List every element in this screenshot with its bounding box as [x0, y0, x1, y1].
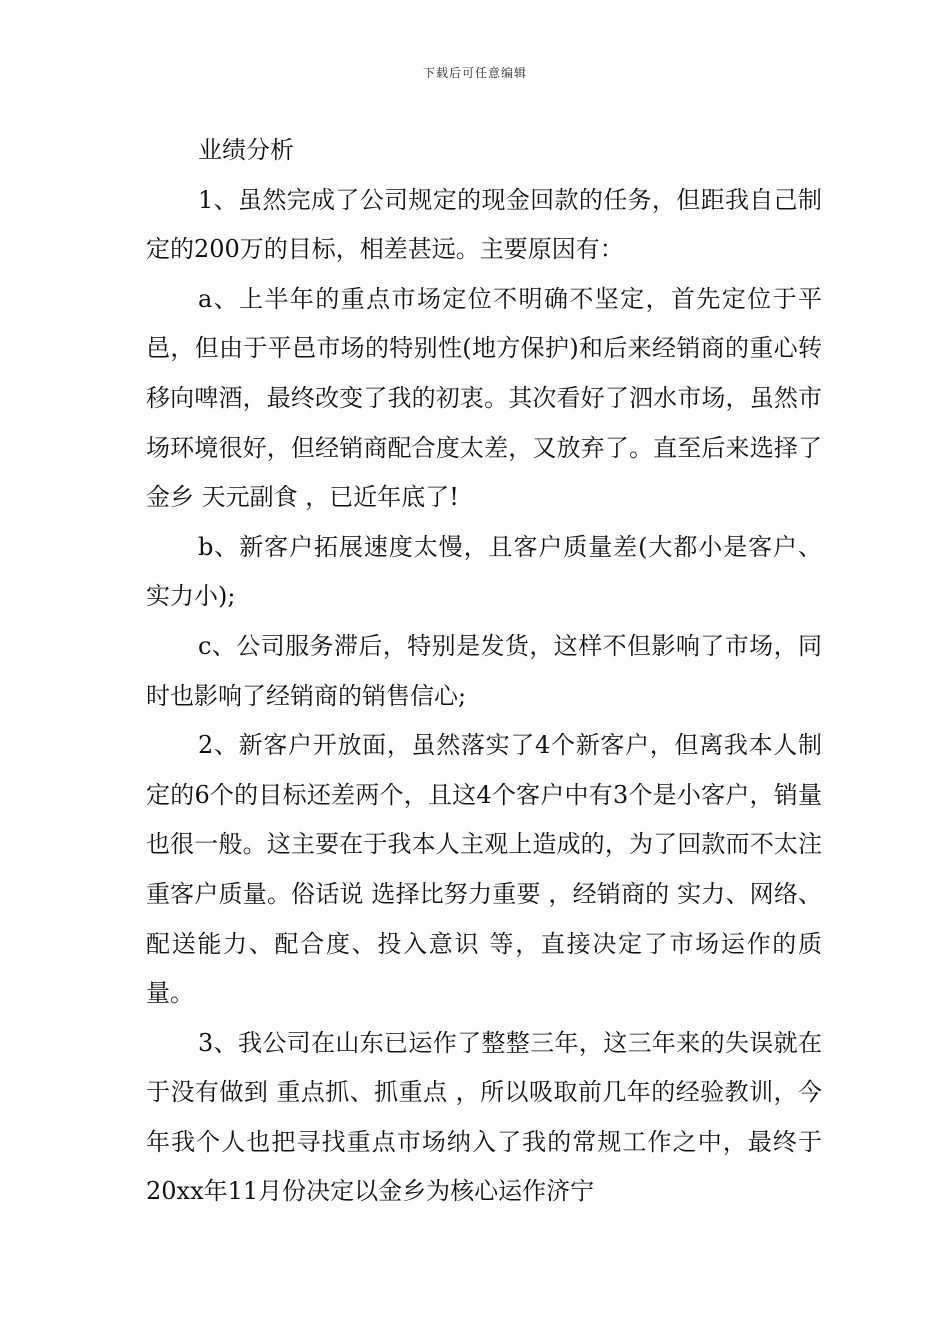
paragraph-1: 1、虽然完成了公司规定的现金回款的任务，但距我自己制定的200万的目标，相差甚远。主要原因有：	[146, 185, 822, 264]
paragraph-2: 2、新客户开放面，虽然落实了4个新客户，但离我本人制定的6个的目标还差两个，且这4个客户中有3个是小客户，销量也很一般。这主要在于我本人主观上造成的，为了回款而不太注重客户质量。俗话说 选择比努力重要 ，经销商的 实力、网络、配送能力、配合度、投入意识 等，直接决定了市场运作的质量。	[146, 731, 822, 1008]
paragraph-3: 3、我公司在山东已运作了整整三年，这三年来的失误就在于没有做到 重点抓、抓重点 ，所以吸取前几年的经验教训，今年我个人也把寻找重点市场纳入了我的常规工作之中，最终于20xx年11月份决定以金乡为核心运作济宁	[146, 1028, 822, 1206]
section-title: 业绩分析	[198, 136, 294, 164]
paragraph-b: b、新客户拓展速度太慢，且客户质量差(大都小是客户、实力小);	[146, 532, 822, 611]
page-header: 下载后可任意编辑	[422, 66, 527, 80]
document-body	[146, 126, 822, 1217]
paragraph-a: a、上半年的重点市场定位不明确不坚定，首先定位于平邑，但由于平邑市场的特别性(地方保护)和后来经销商的重心转移向啤酒，最终改变了我的初衷。其次看好了泗水市场，虽然市场环境很好，但经销商配合度太差，又放弃了。直至后来选择了金乡 天元副食 ，已近年底了!	[146, 284, 822, 512]
paragraph-c: c、公司服务滞后，特别是发货，这样不但影响了市场，同时也影响了经销商的销售信心;	[146, 631, 822, 710]
